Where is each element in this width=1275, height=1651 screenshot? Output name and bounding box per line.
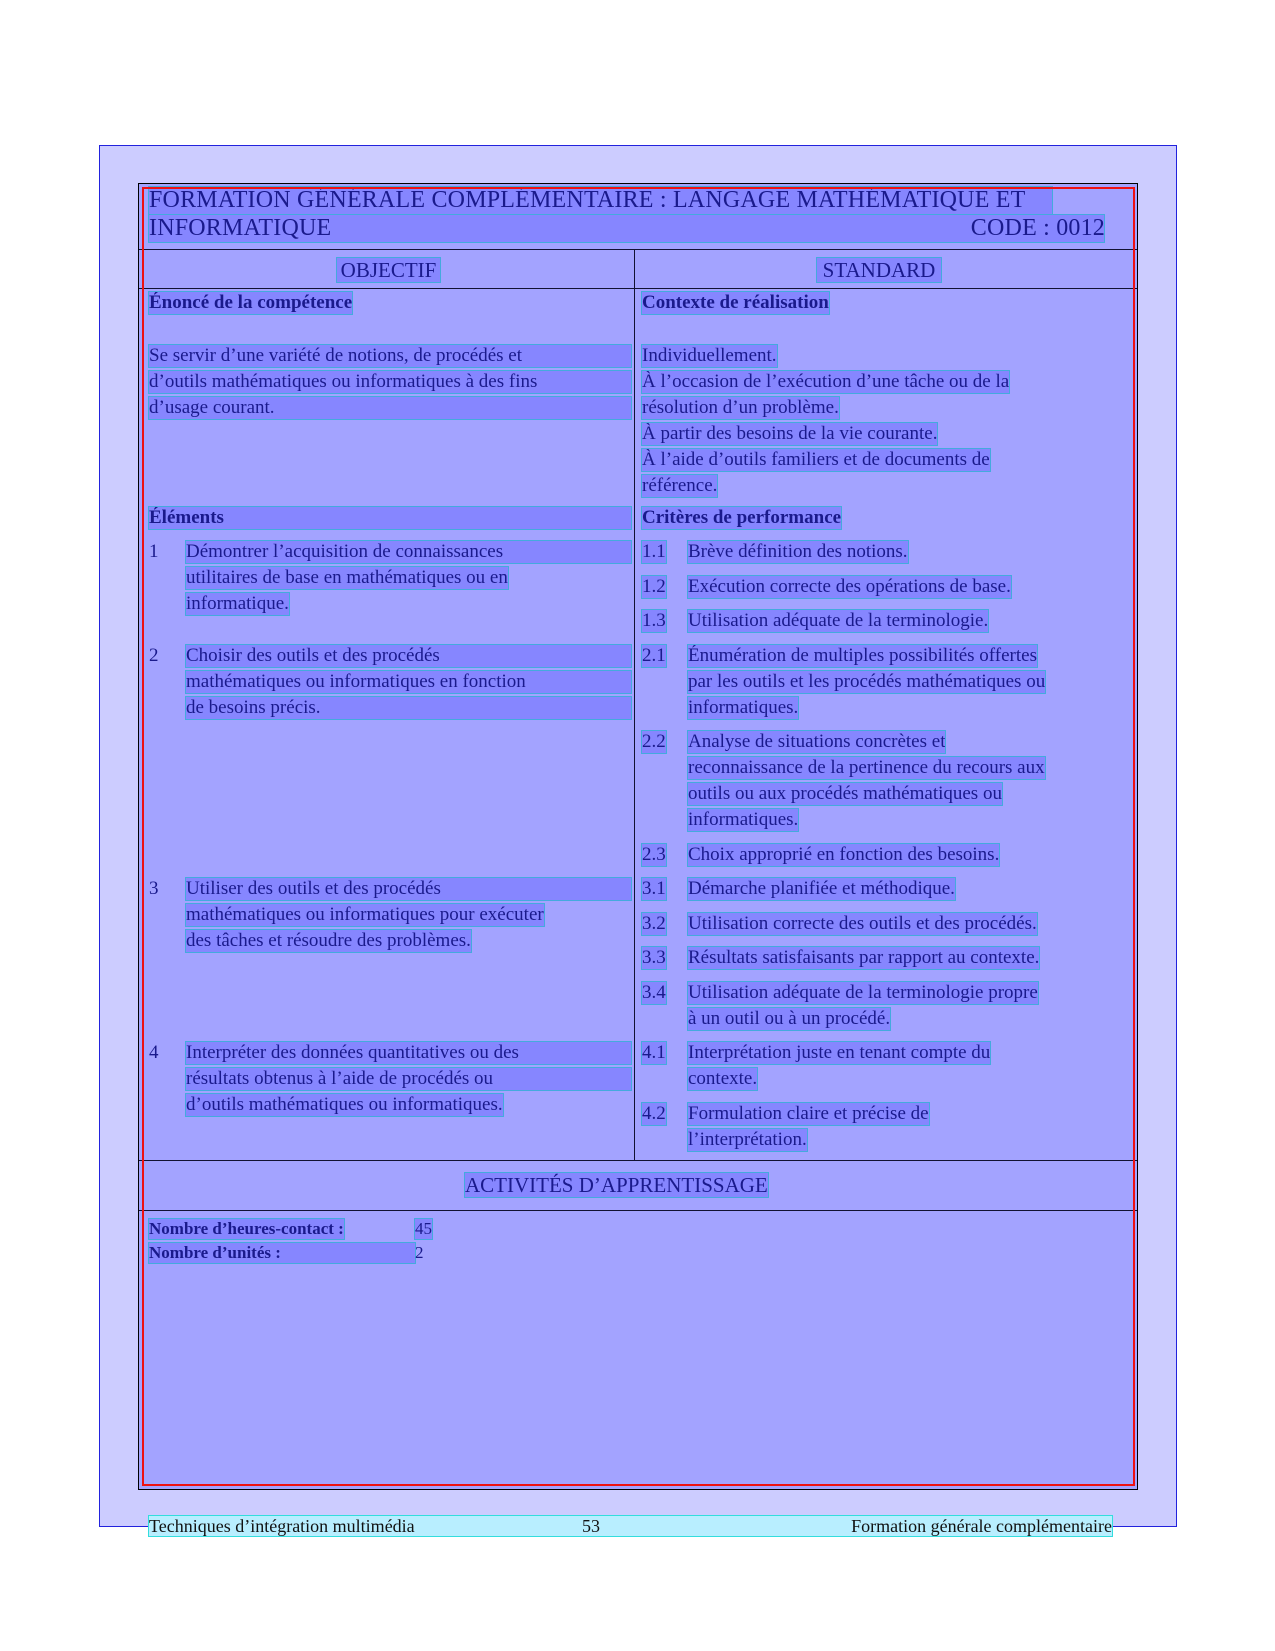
competence-label: Énoncé de la compétence: [149, 292, 353, 313]
criterion-number: 1.3: [642, 610, 666, 631]
element-line: d’outils mathématiques ou informatiques.: [186, 1094, 503, 1115]
document-title-line-1: FORMATION GÉNÉRALE COMPLÉMENTAIRE : LANGAGE MATHÉMATIQUE ET: [149, 187, 1052, 215]
context-line: référence.: [642, 475, 718, 496]
element-line: mathématiques ou informatiques en fonction: [186, 671, 631, 693]
element-number: 1: [149, 541, 159, 562]
criterion-number: 4.2: [642, 1103, 666, 1124]
criterion-line: Utilisation adéquate de la terminologie.: [688, 610, 989, 631]
criterion-line: Exécution correcte des opérations de base.: [688, 576, 1011, 597]
criterion-line: Résultats satisfaisants par rapport au contexte.: [688, 947, 1040, 968]
criterion-line: informatiques.: [688, 697, 799, 718]
criterion-line: Utilisation correcte des outils et des procédés.: [688, 913, 1037, 934]
criterion-line: l’interprétation.: [688, 1129, 807, 1150]
context-line: Individuellement.: [642, 345, 777, 366]
element-number: 4: [149, 1042, 159, 1063]
element-line: Interpréter des données quantitatives ou des: [186, 1042, 631, 1064]
course-code: CODE : 0012: [970, 215, 1105, 241]
activities-divider-bottom: [139, 1210, 1137, 1211]
criterion-number: 1.2: [642, 576, 666, 597]
criterion-line: Utilisation adéquate de la terminologie propre: [688, 982, 1038, 1003]
document-title-line-2: INFORMATIQUE: [149, 215, 332, 241]
units-label: Nombre d’unités :: [149, 1243, 415, 1263]
criterion-number: 1.1: [642, 541, 666, 562]
element-line: Utiliser des outils et des procédés: [186, 878, 631, 900]
activities-divider-top: [139, 1160, 1137, 1161]
element-line: de besoins précis.: [186, 697, 631, 719]
element-number: 2: [149, 645, 159, 666]
criterion-number: 2.3: [642, 844, 666, 865]
criterion-line: Interprétation juste en tenant compte du: [688, 1042, 991, 1063]
context-label: Contexte de réalisation: [642, 292, 829, 313]
context-line: À l’aide d’outils familiers et de documents de: [642, 449, 990, 470]
element-number: 3: [149, 878, 159, 899]
element-line: informatique.: [186, 593, 289, 614]
elements-label: Éléments: [149, 507, 631, 529]
criterion-number: 3.1: [642, 878, 666, 899]
activities-heading: ACTIVITÉS D’APPRENTISSAGE: [465, 1173, 768, 1197]
competence-line: Se servir d’une variété de notions, de procédés et: [149, 345, 631, 367]
criterion-line: Analyse de situations concrètes et: [688, 731, 946, 752]
element-line: résultats obtenus à l’aide de procédés ou: [186, 1068, 631, 1090]
criterion-line: reconnaissance de la pertinence du recours aux: [688, 757, 1045, 778]
contact-hours-value: 45: [415, 1219, 432, 1238]
context-line: À partir des besoins de la vie courante.: [642, 423, 938, 444]
criterion-number: 3.3: [642, 947, 666, 968]
element-line: mathématiques ou informatiques pour exécuter: [186, 904, 544, 925]
footer-program: Techniques d’intégration multimédia: [149, 1516, 415, 1536]
criterion-number: 3.2: [642, 913, 666, 934]
criterion-line: Formulation claire et précise de: [688, 1103, 929, 1124]
units-value: 2: [415, 1243, 424, 1262]
criterion-line: par les outils et les procédés mathématiques ou: [688, 671, 1046, 692]
criteria-label: Critères de performance: [642, 507, 842, 528]
element-line: des tâches et résoudre des problèmes.: [186, 930, 471, 951]
element-line: Démontrer l’acquisition de connaissances: [186, 541, 631, 563]
column-header-standard: STANDARD: [817, 258, 941, 282]
criterion-number: 4.1: [642, 1042, 666, 1063]
criterion-line: outils ou aux procédés mathématiques ou: [688, 783, 1002, 804]
criterion-line: Choix approprié en fonction des besoins.: [688, 844, 1000, 865]
criterion-line: contexte.: [688, 1068, 758, 1089]
column-header-objectif: OBJECTIF: [337, 258, 440, 282]
column-header-divider: [139, 288, 1137, 289]
contact-hours-label: Nombre d’heures-contact :: [149, 1219, 344, 1238]
criterion-line: Énumération de multiples possibilités offertes: [688, 645, 1037, 666]
footer-section: Formation générale complémentaire: [851, 1516, 1112, 1536]
competence-line: d’outils mathématiques ou informatiques à des fins: [149, 371, 631, 393]
criterion-line: informatiques.: [688, 809, 799, 830]
element-line: Choisir des outils et des procédés: [186, 645, 631, 667]
header-divider: [139, 249, 1137, 250]
context-line: résolution d’un problème.: [642, 397, 839, 418]
element-line: utilitaires de base en mathématiques ou en: [186, 567, 508, 588]
criterion-number: 3.4: [642, 982, 666, 1003]
page-number: 53: [582, 1516, 600, 1536]
competence-line: d’usage courant.: [149, 397, 631, 419]
criterion-line: à un outil ou à un procédé.: [688, 1008, 891, 1029]
column-divider: [634, 250, 635, 1160]
criterion-number: 2.1: [642, 645, 666, 666]
criterion-line: Brève définition des notions.: [688, 541, 908, 562]
criterion-number: 2.2: [642, 731, 666, 752]
criterion-line: Démarche planifiée et méthodique.: [688, 878, 955, 899]
context-line: À l’occasion de l’exécution d’une tâche ou de la: [642, 371, 1010, 392]
